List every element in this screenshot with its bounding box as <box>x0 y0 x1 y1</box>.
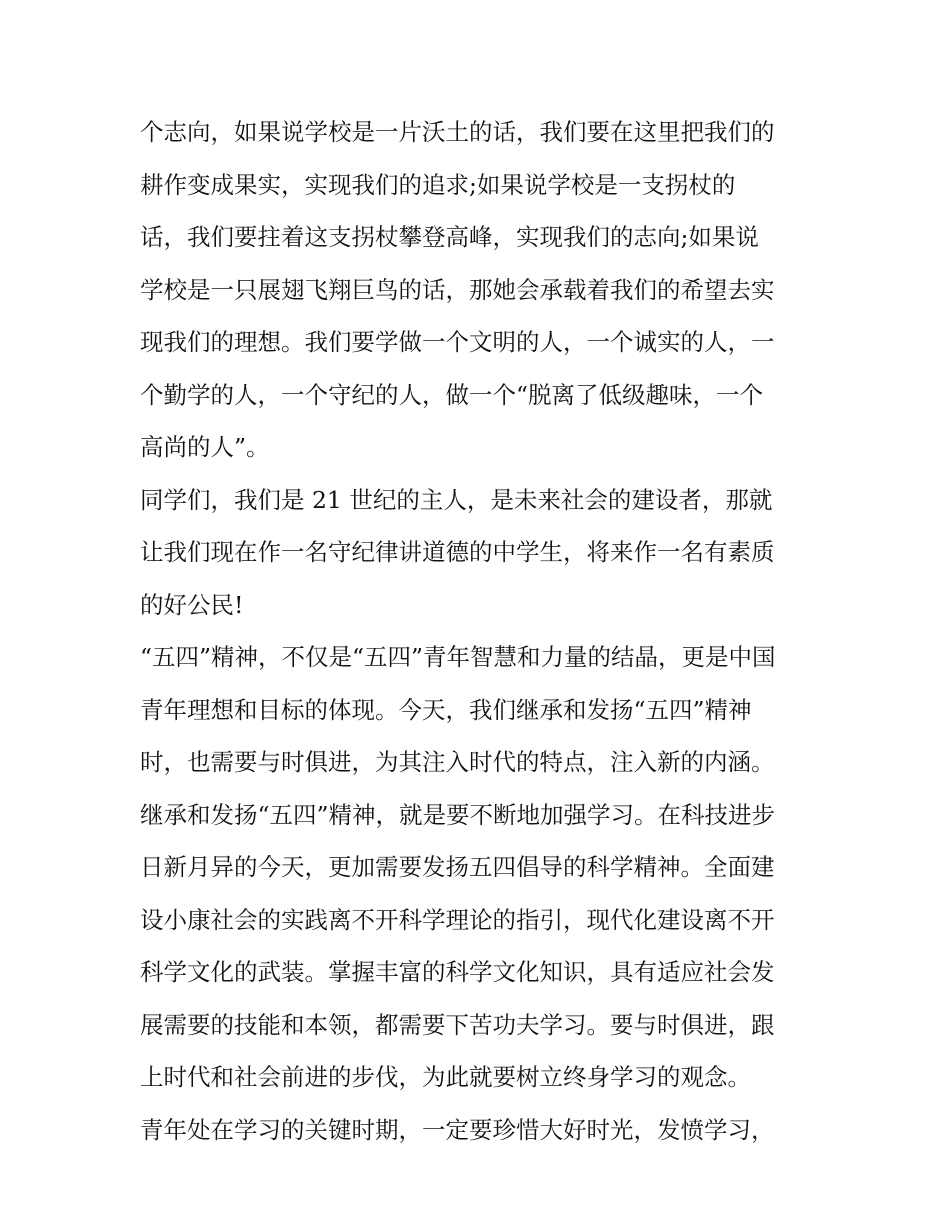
text-line: 的好公民! <box>140 590 244 619</box>
text-line: 上时代和社会前进的步伐，为此就要树立终身学习的观念。 <box>140 1063 751 1091</box>
text-line: 高尚的人”。 <box>140 433 270 461</box>
text-line: “五四”精神，不仅是“五四”青年智慧和力量的结晶，更是中国 <box>140 643 776 671</box>
text-line: 让我们现在作一名守纪律讲道德的中学生，将来作一名有素质 <box>140 538 775 566</box>
text-line: 个勤学的人，一个守纪的人，做一个“脱离了低级趣味，一个 <box>140 380 764 409</box>
text-line: 继承和发扬“五四”精神，就是要不断地加强学习。在科技进步 <box>140 800 776 829</box>
body-text <box>140 106 830 1156</box>
text-line: 青年理想和目标的体现。今天，我们继承和发扬“五四”精神 <box>140 695 752 724</box>
text-line: 设小康社会的实践离不开科学理论的指引，现代化建设离不开 <box>140 905 775 934</box>
text-line: 现我们的理想。我们要学做一个文明的人，一个诚实的人，一 <box>140 328 775 356</box>
text-line: 展需要的技能和本领，都需要下苦功夫学习。要与时俱进，跟 <box>140 1010 775 1039</box>
text-line: 学校是一只展翅飞翔巨鸟的话，那她会承载着我们的希望去实 <box>140 275 775 304</box>
text-line: 青年处在学习的关键时期，一定要珍惜大好时光，发愤学习， <box>140 1115 775 1144</box>
text-line: 耕作变成果实，实现我们的追求;如果说学校是一支拐杖的 <box>140 170 736 199</box>
text-line: 个志向，如果说学校是一片沃土的话，我们要在这里把我们的 <box>140 118 775 146</box>
text-line: 日新月异的今天，更加需要发扬五四倡导的科学精神。全面建 <box>140 853 775 881</box>
text-line: 话，我们要拄着这支拐杖攀登高峰，实现我们的志向;如果说 <box>140 223 759 251</box>
text-line: 科学文化的武装。掌握丰富的科学文化知识，具有适应社会发 <box>140 958 775 986</box>
text-line: 同学们，我们是 21 世纪的主人，是未来社会的建设者，那就 <box>140 485 773 514</box>
text-line: 时，也需要与时俱进，为其注入时代的特点，注入新的内涵。 <box>140 748 775 776</box>
